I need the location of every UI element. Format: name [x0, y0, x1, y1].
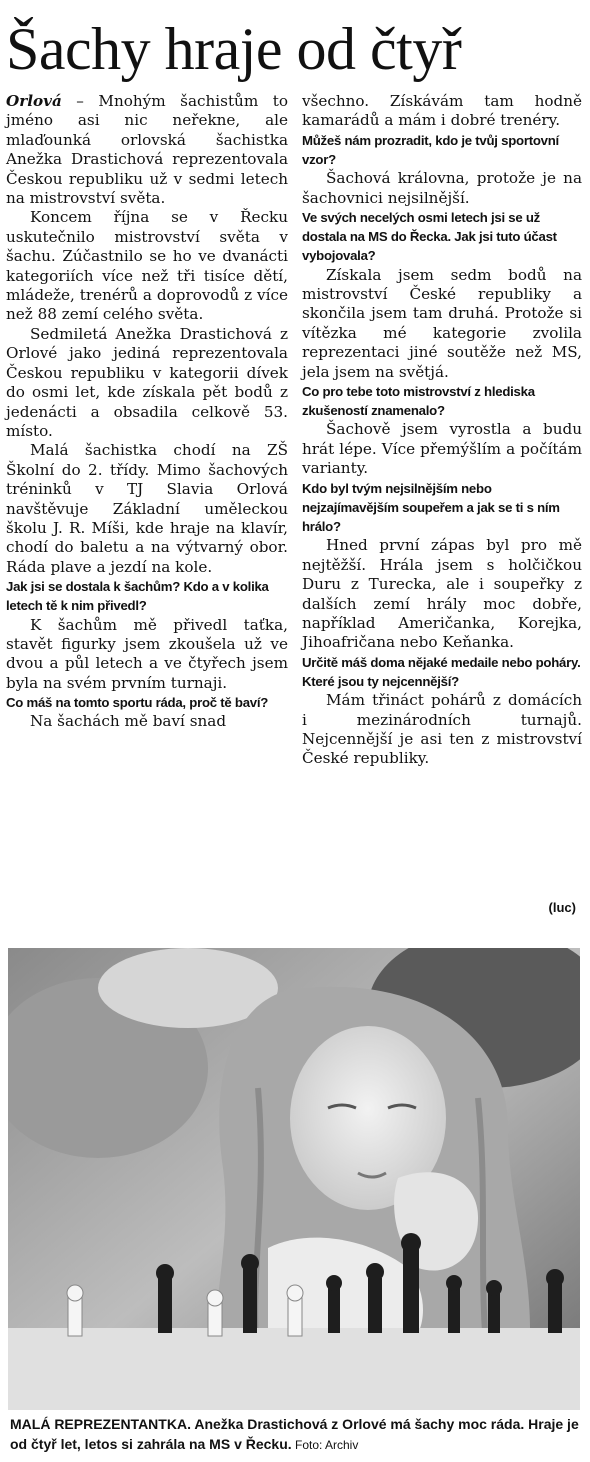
- author-signature: (luc): [548, 900, 576, 915]
- interview-answer: Hned první zápas byl pro mě nejtěžší. Hrála jsem s holčičkou Duru z Turecka, ale i soupeřky z dalších zemí hrály moc dobře, například Američanka, Korejka, Jihoafričana nebo Keňanka.: [302, 536, 582, 652]
- interview-question: Můžeš nám prozradit, kdo je tvůj sportovní vzor?: [302, 132, 559, 168]
- interview-answer: Na šachách mě baví snad: [30, 712, 227, 731]
- interview-question: Kdo byl tvým nejsilnějším nebo nejzajímavějším soupeřem a jak se ti s ním hrálo?: [302, 480, 560, 535]
- interview-question: Určitě máš doma nějaké medaile nebo poháry. Které jsou ty nejcennější?: [302, 654, 581, 689]
- interview-question: Jak jsi se dostala k šachům? Kdo a v kolika letech tě k nim přivedl?: [6, 579, 269, 614]
- paragraph: Sedmiletá Anežka Drastichová z Orlové jako jediná reprezentovala Českou republiku v kategorii dívek do osmi let, kde získala pět bodů z jedenácti a obsadila celkově 53. místo.: [6, 324, 288, 440]
- paragraph: Malá šachistka chodí na ZŠ Školní do 2. třídy. Mimo šachových tréninků v TJ Slavia Orlová navštěvuje Základní uměleckou školu J. R. Míši, kde hraje na klavír, chodí do baletu a na výtvarný obor. Ráda plave a jezdí na kole.: [6, 441, 288, 576]
- paragraph: Koncem října se v Řecku uskutečnilo mistrovství světa v šachu. Zúčastnilo se ho ve dvanácti kategoriích více než tři tisíce dětí, mládeže, trenérů a doprovodů z více než 88 zemí celého světa.: [6, 208, 288, 324]
- photo-illustration: [8, 948, 580, 1410]
- right-column: [302, 92, 582, 769]
- caption-text: Anežka Drastichová z Orlové má šachy moc ráda. Hraje je od čtyř let, letos si zahrála na MS v Řecku.: [10, 1416, 579, 1452]
- dateline: Orlová: [6, 92, 62, 110]
- headline: Šachy hraje od čtyř: [6, 16, 462, 82]
- interview-answer: K šachům mě přivedl taťka, stavět figurky jsem zkoušela už ve dvou a půl letech a ve čtyřech jsem byla na svém prvním turnaji.: [6, 615, 288, 692]
- left-column: [6, 92, 288, 732]
- interview-answer: všechno. Získávám tam hodně kamarádů a mám i dobré trenéry.: [302, 92, 582, 130]
- interview-answer: Získala jsem sedm bodů na mistrovství České republiky a skončila jsem tam druhá. Protože si vítězka mé kategorie zvolila reprezentaci jiné soutěže než MS, jela jsem na světjá.: [302, 265, 582, 381]
- caption-title: MALÁ REPREZENTANTKA.: [10, 1416, 191, 1432]
- interview-question: Co pro tebe toto mistrovství z hlediska zkušeností znamenalo?: [302, 384, 535, 419]
- interview-answer: Šachově jsem vyrostla a budu hrát lépe. Více přemýšlím a počítám varianty.: [302, 420, 582, 478]
- interview-question: Co máš na tomto sportu ráda, proč tě baví?: [6, 695, 269, 711]
- lead-text: – Mnohým šachistům to jméno asi nic neřekne, ale mlaďounká orlovská šachistka Anežka Drastichová reprezentovala Českou republiku už v sedmi letech na mistrovství světa.: [6, 92, 288, 208]
- photo-credit: Foto: Archiv: [291, 1438, 359, 1452]
- interview-question: Ve svých necelých osmi letech jsi se už dostala na MS do Řecka. Jak jsi tuto účast vybojovala?: [302, 210, 557, 264]
- lead-paragraph: [6, 92, 288, 208]
- interview-answer: Šachová královna, protože je na šachovnici nejsilnější.: [302, 169, 582, 207]
- interview-answer: Mám třináct pohárů z domácích i mezinárodních turnajů. Nejcennější je asi ten z mistrovství České republiky.: [302, 691, 582, 768]
- photo-girl-playing-chess: [8, 948, 580, 1410]
- photo-caption: [10, 1414, 584, 1455]
